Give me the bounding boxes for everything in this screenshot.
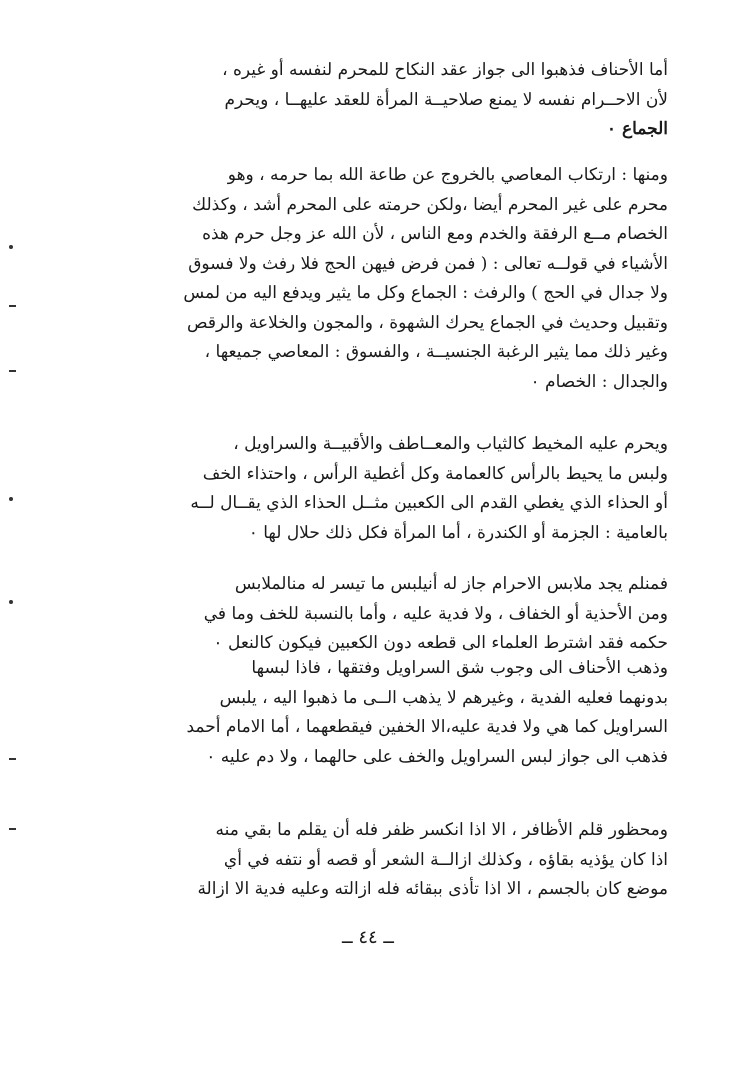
margin-dot-icon	[9, 600, 13, 604]
text-line: لأن الاحــرام نفسه لا يمنع صلاحيــة المرأة للعقد عليهــا ، ويحرم	[224, 89, 668, 110]
text-line: وذهب الأحناف الى وجوب شق السراويل وفتقها ، فاذا لبسها	[251, 658, 668, 678]
margin-dot-icon	[9, 497, 13, 501]
text-line: ومحظور قلم الأظافر ، الا اذا انكسر ظفر فله أن يقلم ما بقي منه	[215, 820, 668, 840]
paragraph-2	[58, 161, 668, 397]
text-line: ومنها : ارتكاب المعاصي بالخروج عن طاعة الله بما حرمه ، وهو	[227, 165, 668, 185]
paragraph-5	[58, 654, 668, 772]
text-line: السراويل كما هي ولا فدية عليه،الا الخفين فيقطعهما ، أما الامام أحمد	[186, 717, 668, 737]
margin-dash-icon	[9, 758, 16, 760]
text-line: موضع كان بالجسم ، الا اذا تأذى ببقائه فله ازالته وعليه فدية الا ازالة	[197, 879, 668, 899]
text-line: محرم على غير المحرم أيضا ،ولكن حرمته على المحرم أشد ، وكذلك	[192, 194, 668, 215]
paragraph-1	[58, 56, 668, 145]
text-line: ومن الأحذية أو الخفاف ، ولا فدية عليه ، وأما بالنسبة للخف وما في	[203, 603, 668, 624]
text-line: بدونهما فعليه الفدية ، وغيرهم لا يذهب الــى ما ذهبوا اليه ، يلبس	[219, 687, 668, 708]
text-line: ويحرم عليه المخيط كالثياب والمعــاطف والأقبيــة والسراويل ،	[233, 434, 668, 454]
text-line: ولا جدال في الحج ) والرفث : الجماع وكل ما يثير ويدفع اليه من لمس	[183, 283, 668, 303]
text-line: وغير ذلك مما يثير الرغبة الجنسيــة ، والفسوق : المعاصي جميعها ،	[204, 342, 668, 362]
text-line: أما الأحناف فذهبوا الى جواز عقد النكاح للمحرم لنفسه أو غيره ،	[222, 60, 668, 80]
paragraph-4	[58, 570, 668, 659]
text-line: الخصام مــع الرفقة والخدم ومع الناس ، لأن الله عز وجل حرم هذه	[202, 224, 668, 244]
text-line: فمنلم يجد ملابس الاحرام جاز له أنيلبس ما تيسر له منالملابس	[234, 574, 668, 594]
text-line: حكمه فقد اشترط العلماء الى قطعه دون الكعبين فيكون كالنعل ٠	[213, 633, 668, 653]
margin-dot-icon	[9, 245, 13, 249]
text-line: ولبس ما يحيط بالرأس كالعمامة وكل أغطية الرأس ، واحتذاء الخف	[202, 463, 668, 484]
margin-dash-icon	[9, 828, 16, 830]
text-line: والجدال : الخصام ٠	[530, 371, 668, 392]
paragraph-6	[58, 816, 668, 905]
text-line: فذهب الى جواز لبس السراويل والخف على حالهما ، ولا دم عليه ٠	[206, 746, 668, 767]
page-number: ــ ٤٤ ــ	[342, 927, 394, 948]
text-line: اذا كان يؤذيه بقاؤه ، وكذلك ازالــة الشعر أو قصه أو نتفه في أي	[223, 849, 668, 870]
text-line: الأشياء في قولــه تعالى : ( فمن فرض فيهن الحج فلا رفث ولا فسوق	[188, 253, 668, 274]
text-line: أو الحذاء الذي يغطي القدم الى الكعبين مثــل الحذاء الذي يقــال لــه	[190, 493, 668, 513]
margin-dash-icon	[9, 305, 16, 307]
text-line: بالعامية : الجزمة أو الكندرة ، أما المرأة فكل ذلك حلال لها ٠	[248, 522, 668, 543]
margin-dash-icon	[9, 370, 16, 372]
text-line: الجماع ٠	[606, 119, 668, 139]
text-line: وتقبيل وحديث في الجماع يحرك الشهوة ، والمجون والخلاعة والرقص	[187, 312, 668, 333]
paragraph-3	[58, 430, 668, 548]
